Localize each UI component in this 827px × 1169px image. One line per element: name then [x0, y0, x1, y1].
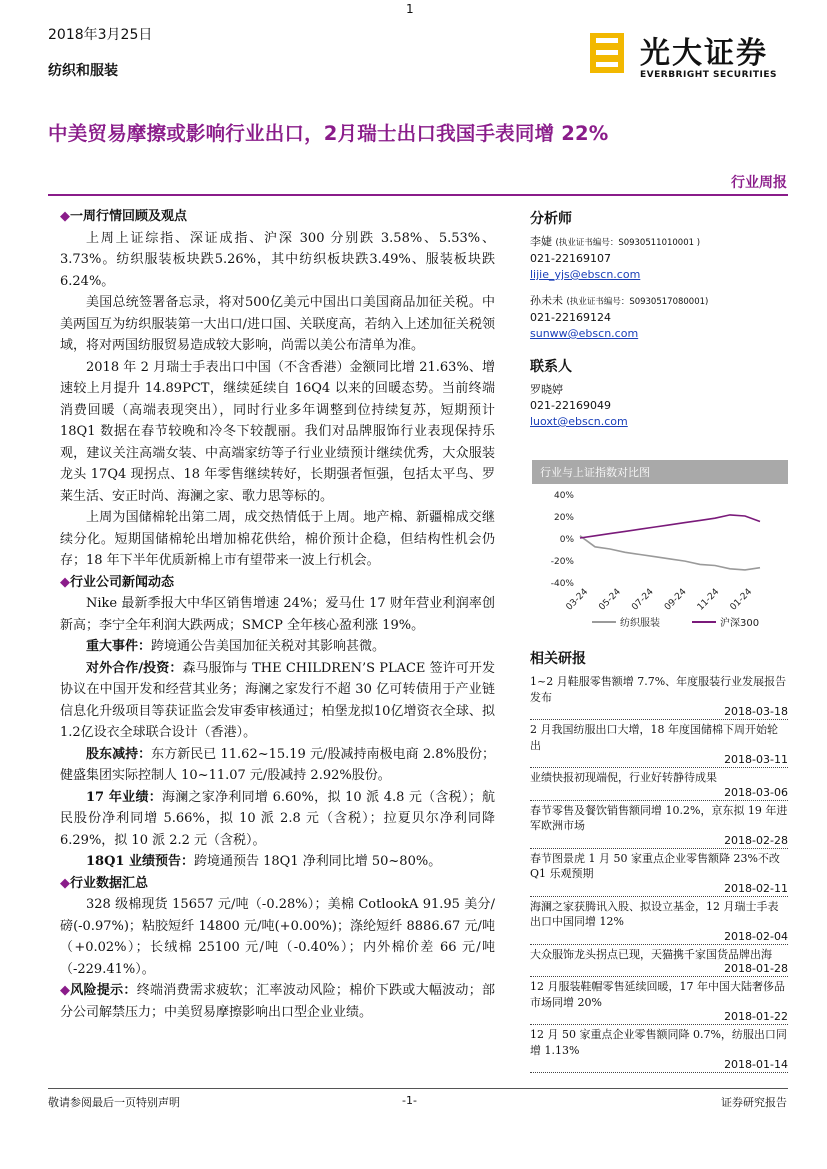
paragraph: Nike 最新季报大中华区销售增速 24%；爱马仕 17 财年营业利润率创新高；李宁全年利润大跌两成；SMCP 全年核心盈利涨 19%。 — [60, 596, 495, 633]
paragraph: 上周上证综指、深证成指、沪深 300 分别跌 3.58%、5.53%、3.73%。纺织服装板块跌5.26%，其中纺织板块跌3.49%、服装板块跌6.24%。 — [60, 230, 495, 289]
title-divider — [48, 194, 788, 196]
research-item-date: 2018-02-28 — [530, 834, 788, 849]
research-item-date: 2018-03-18 — [530, 705, 788, 720]
research-item-date: 2018-01-22 — [530, 1010, 788, 1025]
top-page-number: 1 — [406, 2, 414, 16]
paragraph: 2018 年 2 月瑞士手表出口中国（不含香港）金额同比增 21.63%、增速较上月提升 14.89PCT，继续延续自 16Q4 以来的回暖态势。当前终端消费回暖（高端表现突出），同时行业多年调整到位持续复苏，短期预计 18Q1 数据在春节较晚和冷冬下较靓丽。我们对品牌服饰行业表现保持乐观，建议关注高端女装、中高端家纺等子行业业绩预计继续优秀，大众服装龙头 17Q4 现拐点、18 年零售继续转好，长期强者恒强，包括太平鸟、罗莱生活、安正时尚、海澜之家、歌力思等标的。 — [60, 359, 495, 504]
diamond-bullet-icon: ◆ — [60, 209, 70, 224]
research-item[interactable]: 1~2 月鞋服零售额增 7.7%、年度服装行业发展报告发布 — [530, 675, 787, 704]
analyst-panel — [530, 208, 788, 430]
logo-en: EVERBRIGHT SECURITIES — [640, 70, 777, 80]
report-type: 行业周报 — [731, 175, 787, 191]
x-tick-label: 03-24 — [564, 587, 591, 613]
x-tick-label: 05-24 — [597, 587, 623, 613]
research-item[interactable]: 12 月 50 家重点企业零售额同降 0.7%，纺服出口同增 1.13% — [530, 1028, 787, 1057]
sector-label: 纺织和服装 — [48, 63, 118, 79]
related-research — [530, 648, 788, 1075]
series-line-1 — [580, 515, 760, 538]
paragraph: 18Q1 业绩预告：跨境通预告 18Q1 净利同比增 50~80%。 — [86, 854, 442, 869]
paragraph: 17 年业绩：海澜之家净利同增 6.60%，拟 10 派 4.8 元（含税）；航民股份净利同增 5.66%，拟 10 派 2.8 元（含税）；拉夏贝尔净利同降 6.29%，拟 10 派 2.2 元（含税）。 — [60, 789, 495, 848]
y-tick-label: 20% — [553, 513, 574, 523]
research-item-date: 2018-01-28 — [530, 962, 788, 977]
legend-label: 纺织服装 — [620, 618, 660, 629]
research-item[interactable]: 12 月服装鞋帽零售延续回暖，17 年中国大陆奢侈品市场同增 20% — [530, 980, 785, 1009]
x-tick-label: 11-24 — [695, 587, 722, 613]
research-heading: 相关研报 — [530, 651, 586, 667]
y-tick-label: 0% — [559, 535, 574, 545]
analyst-2-phone: 021-22169124 — [530, 311, 611, 324]
paragraph: 重大事件：跨境通公告美国加征关税对其影响甚微。 — [86, 639, 386, 654]
series-line-0 — [580, 536, 760, 570]
contact-email-link[interactable]: luoxt@ebscn.com — [530, 415, 628, 428]
logo-cn: 光大证券 — [640, 36, 768, 71]
contact-heading: 联系人 — [530, 359, 572, 375]
footer-disclaimer: 敬请参阅最后一页特别声明 — [48, 1096, 180, 1109]
research-item-date: 2018-01-14 — [530, 1058, 788, 1073]
analyst-1-email-link[interactable]: lijie_yjs@ebscn.com — [530, 268, 641, 281]
x-tick-label: 09-24 — [662, 587, 689, 613]
research-item[interactable]: 业绩快报初现端倪，行业好转静待成果 — [530, 771, 717, 784]
analyst-1: 李婕 (执业证书编号：S0930511010001 ) — [530, 235, 701, 248]
research-item[interactable]: 春节零售及餐饮销售额同增 10.2%，京东拟 19 年进军欧洲市场 — [530, 803, 788, 832]
research-item-date: 2018-03-11 — [530, 753, 788, 768]
contact-phone: 021-22169049 — [530, 399, 611, 412]
research-item-date: 2018-03-06 — [530, 786, 788, 801]
research-item[interactable]: 春节图景虎 1 月 50 家重点企业零售额降 23%不改 Q1 乐观预期 — [530, 851, 780, 880]
section-heading: ◆一周行情回顾及观点 — [60, 209, 188, 224]
y-tick-label: 40% — [553, 491, 574, 501]
paragraph: 对外合作/投资：森马服饰与 THE CHILDREN’S PLACE 签许可开发协议在中国开发和经营其业务；海澜之家发行不超 30 亿可转债用于产业链信息化升级项目等获证监会发审委审核通过；柏堡龙拟10亿增资衣全球、拟1.2亿设衣全球联合设计（香港）。 — [60, 660, 495, 740]
diamond-bullet-icon: ◆ — [60, 574, 70, 590]
main-body — [60, 206, 495, 1023]
analyst-2: 孙未未 (执业证书编号：S0930517080001) — [530, 294, 709, 307]
report-date: 2018年3月25日 — [48, 27, 153, 43]
paragraph: 上周为国储棉轮出第二周，成交热情低于上周。地产棉、新疆棉成交继续分化。短期国储棉轮出增加棉花供给，棉价预计企稳，但结构性机会仍存；18 年下半年优质新棉上市有望带来一波上行机会。 — [60, 510, 495, 568]
footer-divider — [48, 1088, 788, 1089]
legend-label: 沪深300 — [720, 618, 760, 629]
x-tick-label: 01-24 — [728, 587, 755, 613]
section-heading: ◆行业数据汇总 — [60, 875, 149, 891]
report-title: 中美贸易摩擦或影响行业出口，2月瑞士出口我国手表同增 22% — [48, 122, 609, 145]
research-item[interactable]: 2 月我国纺服出口大增，18 年度国储棉下周开始轮出 — [530, 723, 778, 752]
research-item[interactable]: 海澜之家获腾讯入股、拟设立基金，12 月瑞士手表出口中国同增 12% — [530, 899, 779, 928]
x-tick-label: 07-24 — [630, 587, 656, 613]
paragraph: 美国总统签署备忘录，将对500亿美元中国出口美国商品加征关税。中美两国互为纺织服装第一大出口/进口国、关联度高，若纳入上述加征关税领域，将对两国纺服贸易造成较大影响，尚需以美公布清单为准。 — [60, 295, 495, 353]
diamond-bullet-icon: ◆ — [60, 983, 71, 998]
research-item[interactable]: 大众服饰龙头拐点已现，天猫携千家国货品牌出海 — [530, 947, 772, 961]
y-tick-label: -20% — [550, 557, 574, 567]
footer-page-number: -1- — [402, 1094, 417, 1107]
diamond-bullet-icon: ◆ — [60, 875, 70, 891]
chart-canvas — [532, 484, 788, 638]
y-tick-label: -40% — [550, 579, 574, 589]
paragraph: ◆风险提示：终端消费需求疲软；汇率波动风险；棉价下跌或大幅波动；部分公司解禁压力；中美贸易摩擦影响出口型企业业绩。 — [60, 983, 495, 1020]
research-item-date: 2018-02-04 — [530, 930, 788, 945]
analyst-heading: 分析师 — [530, 211, 572, 227]
research-item-date: 2018-02-11 — [530, 882, 788, 897]
chart-title: 行业与上证指数对比图 — [532, 460, 788, 484]
paragraph: 328 级棉现货 15657 元/吨（-0.28%）；美棉 CotlookA 91.95 美分/磅(-0.97%)；粘胶短纤 14800 元/吨(+0.00%)；涤纶短纤 8886.67 元/吨（+0.02%）；长绒棉 25100 元/吨（-0.40%）；内外棉价差 66 元/吨（-229.41%）。 — [60, 897, 495, 977]
contact-name: 罗晓婷 — [530, 383, 563, 396]
analyst-1-phone: 021-22169107 — [530, 252, 611, 265]
everbright-logo-icon — [590, 33, 624, 73]
comparison-chart — [532, 460, 788, 638]
footer-type: 证券研究报告 — [721, 1096, 787, 1109]
section-heading: ◆行业公司新闻动态 — [60, 574, 175, 590]
analyst-2-email-link[interactable]: sunww@ebscn.com — [530, 327, 639, 340]
paragraph: 股东减持：东方新民已 11.62~15.19 元/股减持南极电商 2.8%股份；健盛集团实际控制人 10~11.07 元/股减持 2.92%股份。 — [60, 746, 495, 783]
